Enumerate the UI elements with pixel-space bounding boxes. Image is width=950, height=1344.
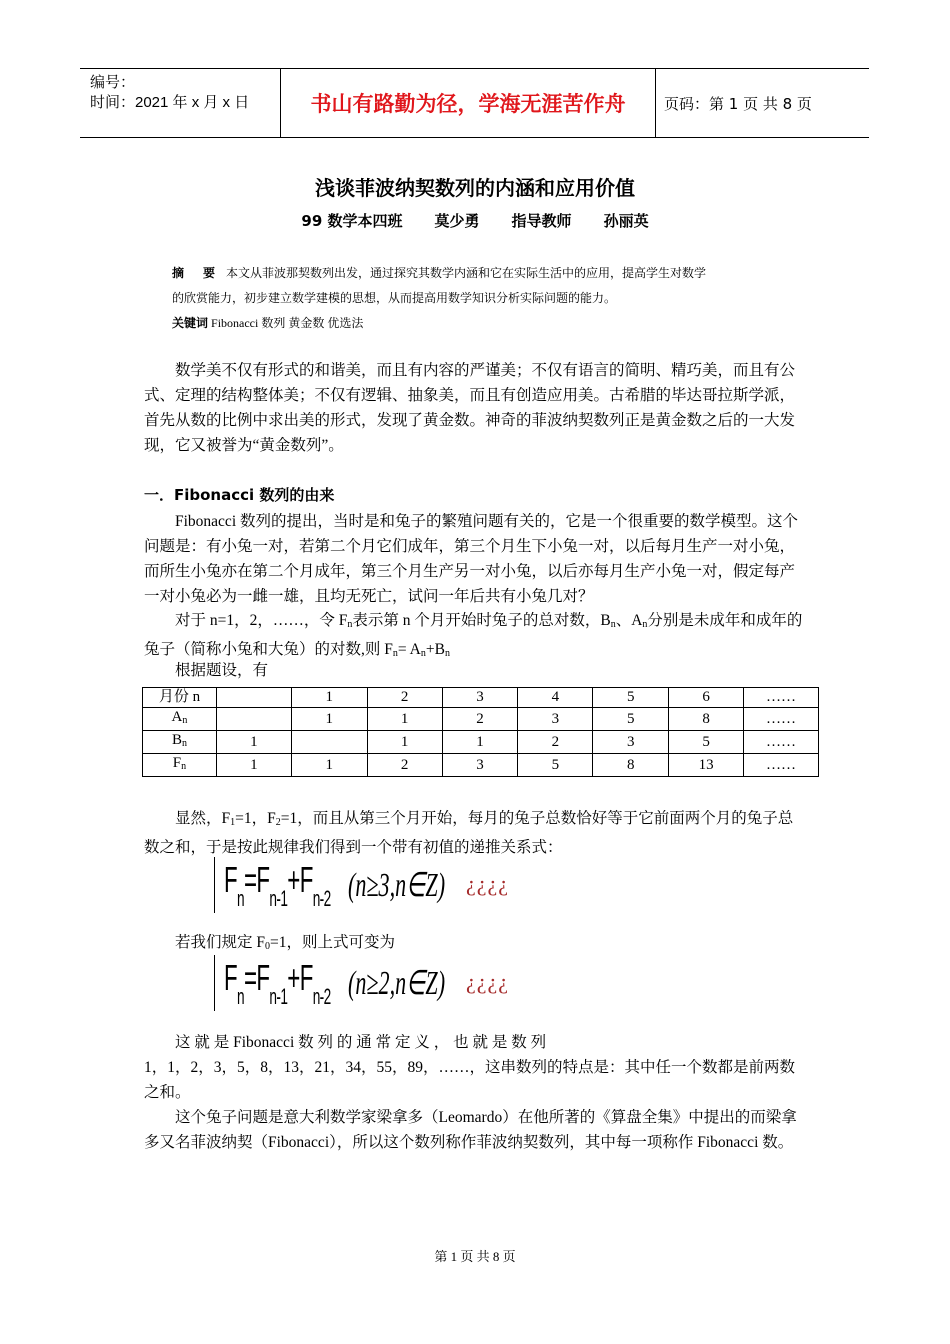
table-row: [143, 688, 819, 708]
abstract-text-1: 本文从菲波那契数列出发，通过探究其数学内涵和它在实际生活中的应用，提高学生对数学: [226, 266, 707, 280]
table-cell: 5: [593, 688, 669, 708]
table-cell: 8: [669, 708, 744, 731]
time-label: 时间：2021 年 x 月 x 日: [90, 94, 250, 111]
abstract-text-2: 的欣赏能力，初步建立数学建模的思想，从而提高用数学知识分析实际问题的能力。: [172, 291, 617, 305]
table-cell: 5: [669, 731, 744, 754]
table-cell: 3: [593, 731, 669, 754]
table-row: [143, 754, 819, 777]
history-paragraph: 这个兔子问题是意大利数学家梁拿多（Leomardo）在他所著的《算盘全集》中提出的而梁拿多又名菲波纳契（Fibonacci），所以这个数列称作菲波纳契数列，其中每一项称作 Fibonacci 数。: [144, 1109, 797, 1151]
formula-brace: [214, 955, 221, 1011]
definition-line-2: 1，1，2，3，5，8，13，21，34，55，89，……，这串数列的特点是：其中任一个数都是前两数之和。: [144, 1059, 796, 1101]
abstract: [172, 261, 812, 336]
formula-condition: (n≥2,n∈Z): [348, 965, 446, 1002]
table-row: [143, 731, 819, 754]
table-row-header: 月份 n: [143, 688, 217, 708]
section-paragraph-2: 对于 n=1，2，……，令 $F_n$表示第 n 个月开始时兔子的总对数，$B_n$、$A_n$分别是未成年和成年的兔子（简称小兔和大兔）的对数,则 $F_n= A_n+B_n$: [144, 612, 803, 659]
header-meta: [80, 69, 280, 137]
table-cell: 2: [367, 754, 442, 777]
number-label: 编号：: [90, 74, 136, 91]
advisor-name: 孙丽英: [603, 212, 649, 230]
authors-line: [0, 210, 950, 231]
table-cell: ……: [744, 708, 819, 731]
after-table-paragraph-1: 显然，$F_1=1$，$F_2=1$，而且从第三个月开始，每月的兔子总数恰好等于它前面两个月的兔子总数之和，于是按此规律我们得到一个带有初值的递推关系式：: [144, 810, 794, 856]
keywords-label: 关键词: [172, 316, 209, 330]
advisor-label: 指导教师: [511, 212, 572, 230]
section-paragraph-3: 根据题设，有: [175, 662, 269, 679]
abstract-label: 摘 要: [172, 266, 224, 280]
page-info: 页码：第 1 页 共 8 页: [664, 94, 812, 113]
table-cell: 3: [442, 754, 518, 777]
author-name: 莫少勇: [434, 212, 480, 230]
table-cell: [216, 688, 291, 708]
table-row: [143, 708, 819, 731]
page-title: 浅谈菲波纳契数列的内涵和应用价值: [315, 176, 635, 200]
table-row-header: $A_n$: [143, 708, 217, 731]
section-paragraph-1: Fibonacci 数列的提出，当时是和兔子的繁殖问题有关的，它是一个很重要的数学模型。这个问题是：有小兔一对，若第二个月它们成年，第三个月生下小兔一对，以后每月生产一对小兔，而所生小兔亦在第二个月成年，第三个月生产另一对小兔，以后亦每月生产小兔一对，假定每产一对小兔必为一雌一雄，且均无死亡，试问一年后共有小兔几对？: [144, 513, 798, 605]
formula-brace: [214, 857, 221, 913]
formula-artifact: ¿¿¿¿: [466, 969, 510, 994]
formula-artifact: ¿¿¿¿: [466, 871, 510, 896]
table-cell: 2: [442, 708, 518, 731]
table-cell: 1: [367, 708, 442, 731]
recurrence-formula-2: [214, 955, 534, 1013]
table-cell: 5: [593, 708, 669, 731]
table-row-header: $B_n$: [143, 731, 217, 754]
table-cell: ……: [744, 754, 819, 777]
table-cell: 13: [669, 754, 744, 777]
fibonacci-table: [142, 687, 819, 777]
table-cell: 1: [216, 731, 291, 754]
table-cell: 1: [442, 731, 518, 754]
table-row-header: $F_n$: [143, 754, 217, 777]
motto: 书山有路勤为径，学海无涯苦作舟: [280, 69, 656, 137]
table-cell: 1: [367, 731, 442, 754]
author-class: 99 数学本四班: [301, 212, 403, 230]
definition-line-1: 这 就 是 Fibonacci 数 列 的 通 常 定 义 ， 也 就 是 数 列: [175, 1034, 547, 1051]
formula-expression: $F_n=F_{n-1}+F_{n-2}$: [224, 859, 331, 911]
recurrence-formula-1: [214, 857, 534, 915]
table-cell: 1: [291, 688, 367, 708]
formula-expression: $F_n=F_{n-1}+F_{n-2}$: [224, 957, 331, 1009]
table-cell: 2: [367, 688, 442, 708]
table-cell: ……: [744, 731, 819, 754]
table-cell: 1: [291, 754, 367, 777]
table-cell: 1: [291, 708, 367, 731]
table-cell: 2: [518, 731, 593, 754]
table-cell: 3: [442, 688, 518, 708]
table-cell: ……: [744, 688, 819, 708]
table-cell: 8: [593, 754, 669, 777]
page-footer: 第 1 页 共 8 页: [434, 1249, 516, 1264]
table-cell: [291, 731, 367, 754]
table-cell: 4: [518, 688, 593, 708]
table-cell: 6: [669, 688, 744, 708]
table-cell: [216, 708, 291, 731]
keywords: Fibonacci 数列 黄金数 优选法: [211, 316, 364, 330]
page-header: [80, 68, 869, 138]
formula-condition: (n≥3,n∈Z): [348, 867, 446, 904]
table-cell: 3: [518, 708, 593, 731]
intro-paragraph: 数学美不仅有形式的和谐美，而且有内容的严谨美；不仅有语言的简明、精巧美，而且有公式、定理的结构整体美；不仅有逻辑、抽象美，而且有创造应用美。古希腊的毕达哥拉斯学派，首先从数的比例中求出美的形式，发现了黄金数。神奇的菲波纳契数列正是黄金数之后的一大发现，它又被誉为“黄金数列”。: [144, 362, 796, 454]
table-cell: 5: [518, 754, 593, 777]
after-table-paragraph-2: 若我们规定 $F_0=1$，则上式可变为: [175, 934, 395, 952]
section-heading: 一．Fibonacci 数列的由来: [144, 486, 335, 504]
table-cell: 1: [216, 754, 291, 777]
